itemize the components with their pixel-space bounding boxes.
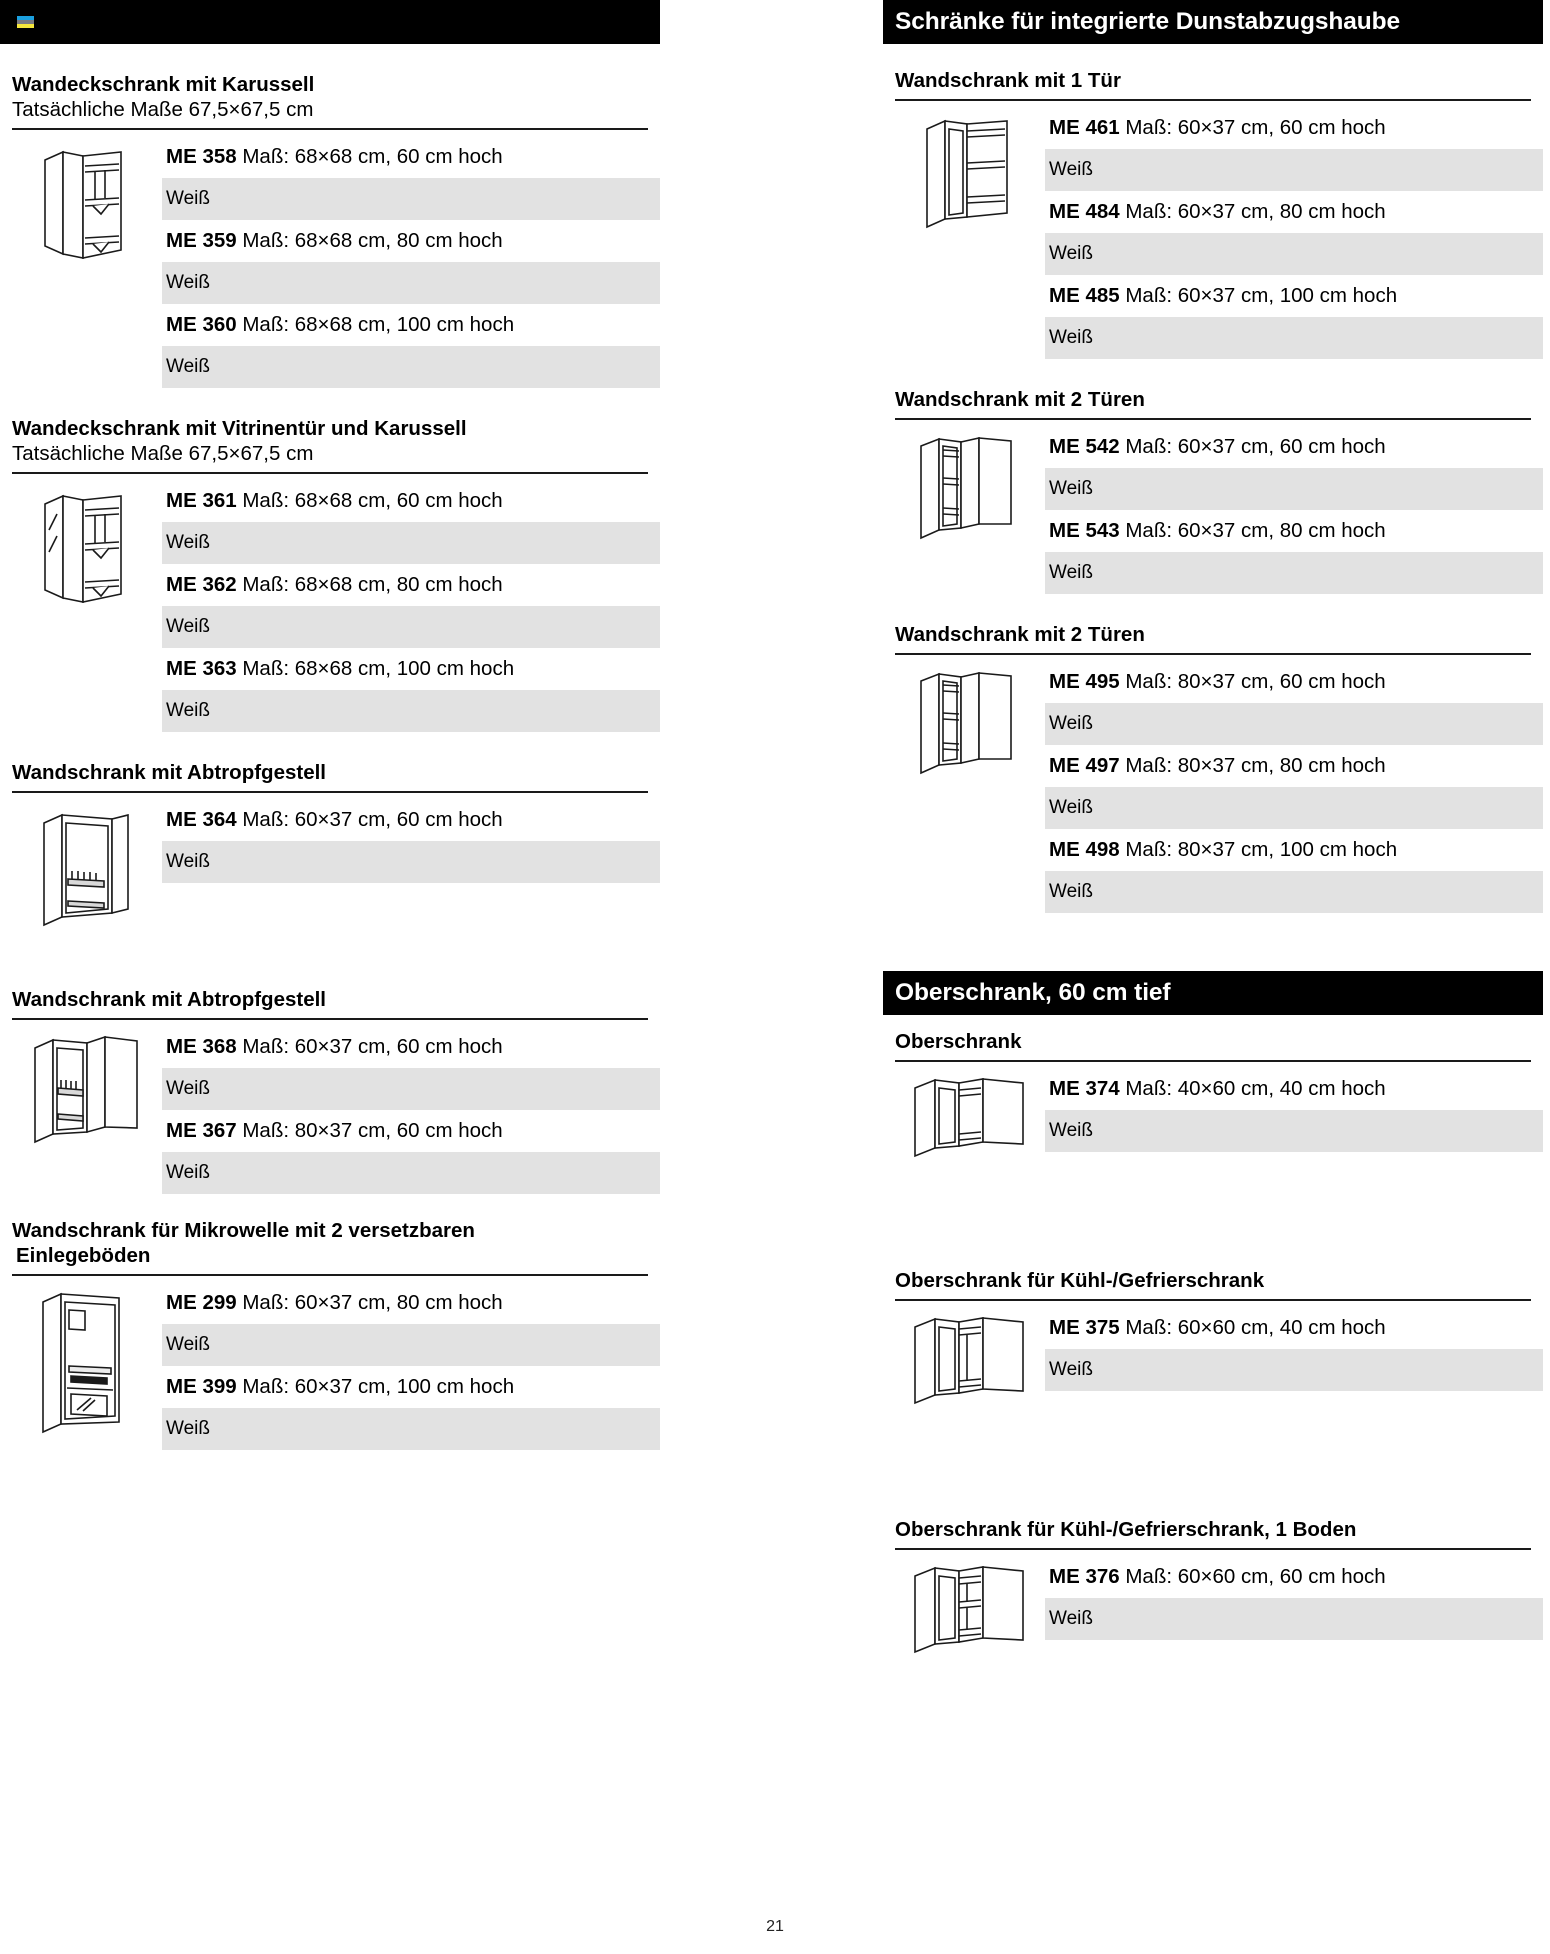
top-cabinet-fridge-icon	[895, 1307, 1045, 1413]
page-number: 21	[766, 1918, 784, 1935]
product-color: Weiß	[162, 262, 660, 304]
group-title: Wandschrank mit 1 Tür	[895, 69, 1121, 92]
product-row	[162, 220, 660, 262]
product-code: ME 495	[1049, 670, 1120, 693]
product-color: Weiß	[1045, 149, 1543, 191]
product-color: Weiß	[1045, 1598, 1543, 1640]
product-rows	[1045, 426, 1543, 594]
product-spec: Maß: 60×37 cm, 60 cm hoch	[242, 808, 503, 831]
group-body	[883, 426, 1543, 594]
group-body	[0, 1282, 660, 1450]
product-rows	[162, 136, 660, 388]
corner-wall-cabinet-carousel-icon	[12, 136, 162, 270]
product-code: ME 461	[1049, 116, 1120, 139]
product-code: ME 364	[166, 808, 237, 831]
wall-cabinet-2door-icon	[895, 426, 1045, 550]
divider	[895, 1060, 1531, 1062]
product-row	[162, 136, 660, 178]
corner-wall-cabinet-glass-door-carousel-icon	[12, 480, 162, 614]
product-rows	[162, 1026, 660, 1194]
product-spec: Maß: 80×37 cm, 80 cm hoch	[1125, 754, 1386, 777]
product-row	[162, 304, 660, 346]
product-color: Weiß	[162, 606, 660, 648]
product-row	[1045, 510, 1543, 552]
divider	[12, 472, 648, 474]
product-group	[883, 68, 1543, 359]
product-code: ME 497	[1049, 754, 1120, 777]
product-code: ME 359	[166, 229, 237, 252]
product-row	[162, 1110, 660, 1152]
divider	[895, 418, 1531, 420]
group-body	[883, 1556, 1543, 1662]
product-row	[1045, 191, 1543, 233]
product-code: ME 374	[1049, 1077, 1120, 1100]
product-spec: Maß: 60×37 cm, 60 cm hoch	[1125, 435, 1386, 458]
group-subtitle: Tatsächliche Maße 67,5×67,5 cm	[12, 98, 314, 121]
product-color: Weiß	[162, 522, 660, 564]
product-code: ME 542	[1049, 435, 1120, 458]
group-title: Oberschrank für Kühl-/Gefrierschrank, 1 Boden	[895, 1518, 1357, 1541]
group-body	[883, 1307, 1543, 1413]
product-row	[1045, 1307, 1543, 1349]
cmyk-color-bar-icon	[17, 16, 34, 29]
product-spec: Maß: 60×37 cm, 60 cm hoch	[1125, 116, 1386, 139]
group-body	[0, 799, 660, 935]
product-color: Weiß	[1045, 233, 1543, 275]
product-code: ME 361	[166, 489, 237, 512]
product-group	[883, 1029, 1543, 1164]
section-header-dunstabzugshaube: Schränke für integrierte Dunstabzugshaube	[883, 0, 1543, 44]
product-color: Weiß	[162, 841, 660, 883]
wall-cabinet-1door-icon	[895, 107, 1045, 235]
product-spec: Maß: 68×68 cm, 80 cm hoch	[242, 573, 503, 596]
group-title: Oberschrank für Kühl-/Gefrierschrank	[895, 1269, 1265, 1292]
group-body	[0, 480, 660, 732]
right-column	[883, 0, 1543, 1662]
group-title: Oberschrank	[895, 1030, 1022, 1053]
left-column	[0, 0, 660, 1450]
divider	[12, 791, 648, 793]
group-body	[0, 1026, 660, 1194]
divider	[895, 1299, 1531, 1301]
product-code: ME 543	[1049, 519, 1120, 542]
product-spec: Maß: 60×60 cm, 40 cm hoch	[1125, 1316, 1386, 1339]
product-group	[883, 387, 1543, 594]
product-rows	[1045, 1068, 1543, 1152]
product-row	[162, 1282, 660, 1324]
product-color: Weiß	[1045, 1349, 1543, 1391]
product-group	[0, 1218, 660, 1450]
product-color: Weiß	[1045, 787, 1543, 829]
product-color: Weiß	[1045, 1110, 1543, 1152]
product-row	[1045, 275, 1543, 317]
group-body	[883, 1068, 1543, 1164]
product-group	[0, 987, 660, 1194]
divider	[895, 99, 1531, 101]
group-title: Wandschrank mit 2 Türen	[895, 623, 1145, 646]
product-color: Weiß	[1045, 468, 1543, 510]
product-rows	[162, 799, 660, 883]
product-row	[162, 480, 660, 522]
product-group	[883, 1517, 1543, 1662]
left-header-bar	[0, 0, 660, 44]
group-title: Wandeckschrank mit Karussell	[12, 73, 315, 96]
product-spec: Maß: 60×37 cm, 80 cm hoch	[242, 1291, 503, 1314]
product-group	[883, 1268, 1543, 1413]
product-group	[0, 760, 660, 935]
product-spec: Maß: 60×60 cm, 60 cm hoch	[1125, 1565, 1386, 1588]
product-code: ME 498	[1049, 838, 1120, 861]
product-code: ME 363	[166, 657, 237, 680]
product-rows	[1045, 107, 1543, 359]
product-spec: Maß: 68×68 cm, 100 cm hoch	[242, 313, 515, 336]
group-subtitle: Tatsächliche Maße 67,5×67,5 cm	[12, 442, 314, 465]
product-row	[162, 648, 660, 690]
divider	[895, 1548, 1531, 1550]
left-header-bar-inner	[0, 16, 660, 29]
product-code: ME 376	[1049, 1565, 1120, 1588]
product-color: Weiß	[162, 178, 660, 220]
product-color: Weiß	[162, 346, 660, 388]
product-row	[1045, 426, 1543, 468]
product-color: Weiß	[162, 1408, 660, 1450]
product-code: ME 358	[166, 145, 237, 168]
product-spec: Maß: 68×68 cm, 60 cm hoch	[242, 145, 503, 168]
group-body	[0, 136, 660, 388]
product-rows	[1045, 1307, 1543, 1391]
group-title-line2: Einlegeböden	[16, 1244, 151, 1267]
product-code: ME 375	[1049, 1316, 1120, 1339]
group-title: Wandschrank mit Abtropfgestell	[12, 761, 326, 784]
section-header-oberschrank: Oberschrank, 60 cm tief	[883, 971, 1543, 1015]
product-row	[1045, 829, 1543, 871]
product-row	[1045, 1068, 1543, 1110]
product-code: ME 299	[166, 1291, 237, 1314]
product-spec: Maß: 68×68 cm, 80 cm hoch	[242, 229, 503, 252]
product-color: Weiß	[162, 1152, 660, 1194]
wall-cabinet-microwave-icon	[12, 1282, 162, 1438]
product-color: Weiß	[1045, 871, 1543, 913]
product-row	[162, 1366, 660, 1408]
product-color: Weiß	[162, 1068, 660, 1110]
group-title: Wandschrank mit 2 Türen	[895, 388, 1145, 411]
product-spec: Maß: 60×37 cm, 60 cm hoch	[242, 1035, 503, 1058]
product-group	[883, 622, 1543, 913]
product-row	[162, 799, 660, 841]
product-spec: Maß: 60×37 cm, 80 cm hoch	[1125, 200, 1386, 223]
divider	[12, 1274, 648, 1276]
wall-cabinet-dish-rack-2door-icon	[12, 1026, 162, 1152]
group-body	[883, 107, 1543, 359]
product-rows	[162, 480, 660, 732]
product-spec: Maß: 68×68 cm, 100 cm hoch	[242, 657, 515, 680]
top-cabinet-icon	[895, 1068, 1045, 1164]
divider	[895, 653, 1531, 655]
product-code: ME 485	[1049, 284, 1120, 307]
product-rows	[162, 1282, 660, 1450]
group-title: Wandeckschrank mit Vitrinentür und Karussell	[12, 417, 467, 440]
product-code: ME 367	[166, 1119, 237, 1142]
product-row	[1045, 1556, 1543, 1598]
divider	[12, 128, 648, 130]
product-row	[1045, 661, 1543, 703]
product-spec: Maß: 80×37 cm, 100 cm hoch	[1125, 838, 1398, 861]
product-spec: Maß: 80×37 cm, 60 cm hoch	[1125, 670, 1386, 693]
product-code: ME 399	[166, 1375, 237, 1398]
product-spec: Maß: 80×37 cm, 60 cm hoch	[242, 1119, 503, 1142]
product-spec: Maß: 68×68 cm, 60 cm hoch	[242, 489, 503, 512]
product-color: Weiß	[1045, 317, 1543, 359]
product-color: Weiß	[162, 690, 660, 732]
product-row	[162, 564, 660, 606]
product-row	[162, 1026, 660, 1068]
product-row	[1045, 107, 1543, 149]
product-color: Weiß	[1045, 552, 1543, 594]
wall-cabinet-dish-rack-1door-icon	[12, 799, 162, 935]
product-code: ME 368	[166, 1035, 237, 1058]
divider	[12, 1018, 648, 1020]
group-body	[883, 661, 1543, 913]
product-group	[0, 72, 660, 388]
product-row	[1045, 745, 1543, 787]
product-spec: Maß: 40×60 cm, 40 cm hoch	[1125, 1077, 1386, 1100]
group-title: Wandschrank für Mikrowelle mit 2 versetzbaren	[12, 1219, 475, 1242]
product-rows	[1045, 661, 1543, 913]
product-spec: Maß: 60×37 cm, 80 cm hoch	[1125, 519, 1386, 542]
product-color: Weiß	[1045, 703, 1543, 745]
product-code: ME 484	[1049, 200, 1120, 223]
product-color: Weiß	[162, 1324, 660, 1366]
product-spec: Maß: 60×37 cm, 100 cm hoch	[1125, 284, 1398, 307]
product-code: ME 362	[166, 573, 237, 596]
group-title: Wandschrank mit Abtropfgestell	[12, 988, 326, 1011]
top-cabinet-fridge-shelf-icon	[895, 1556, 1045, 1662]
product-group	[0, 416, 660, 732]
product-code: ME 360	[166, 313, 237, 336]
wall-cabinet-2door-wide-icon	[895, 661, 1045, 785]
product-rows	[1045, 1556, 1543, 1640]
product-spec: Maß: 60×37 cm, 100 cm hoch	[242, 1375, 515, 1398]
